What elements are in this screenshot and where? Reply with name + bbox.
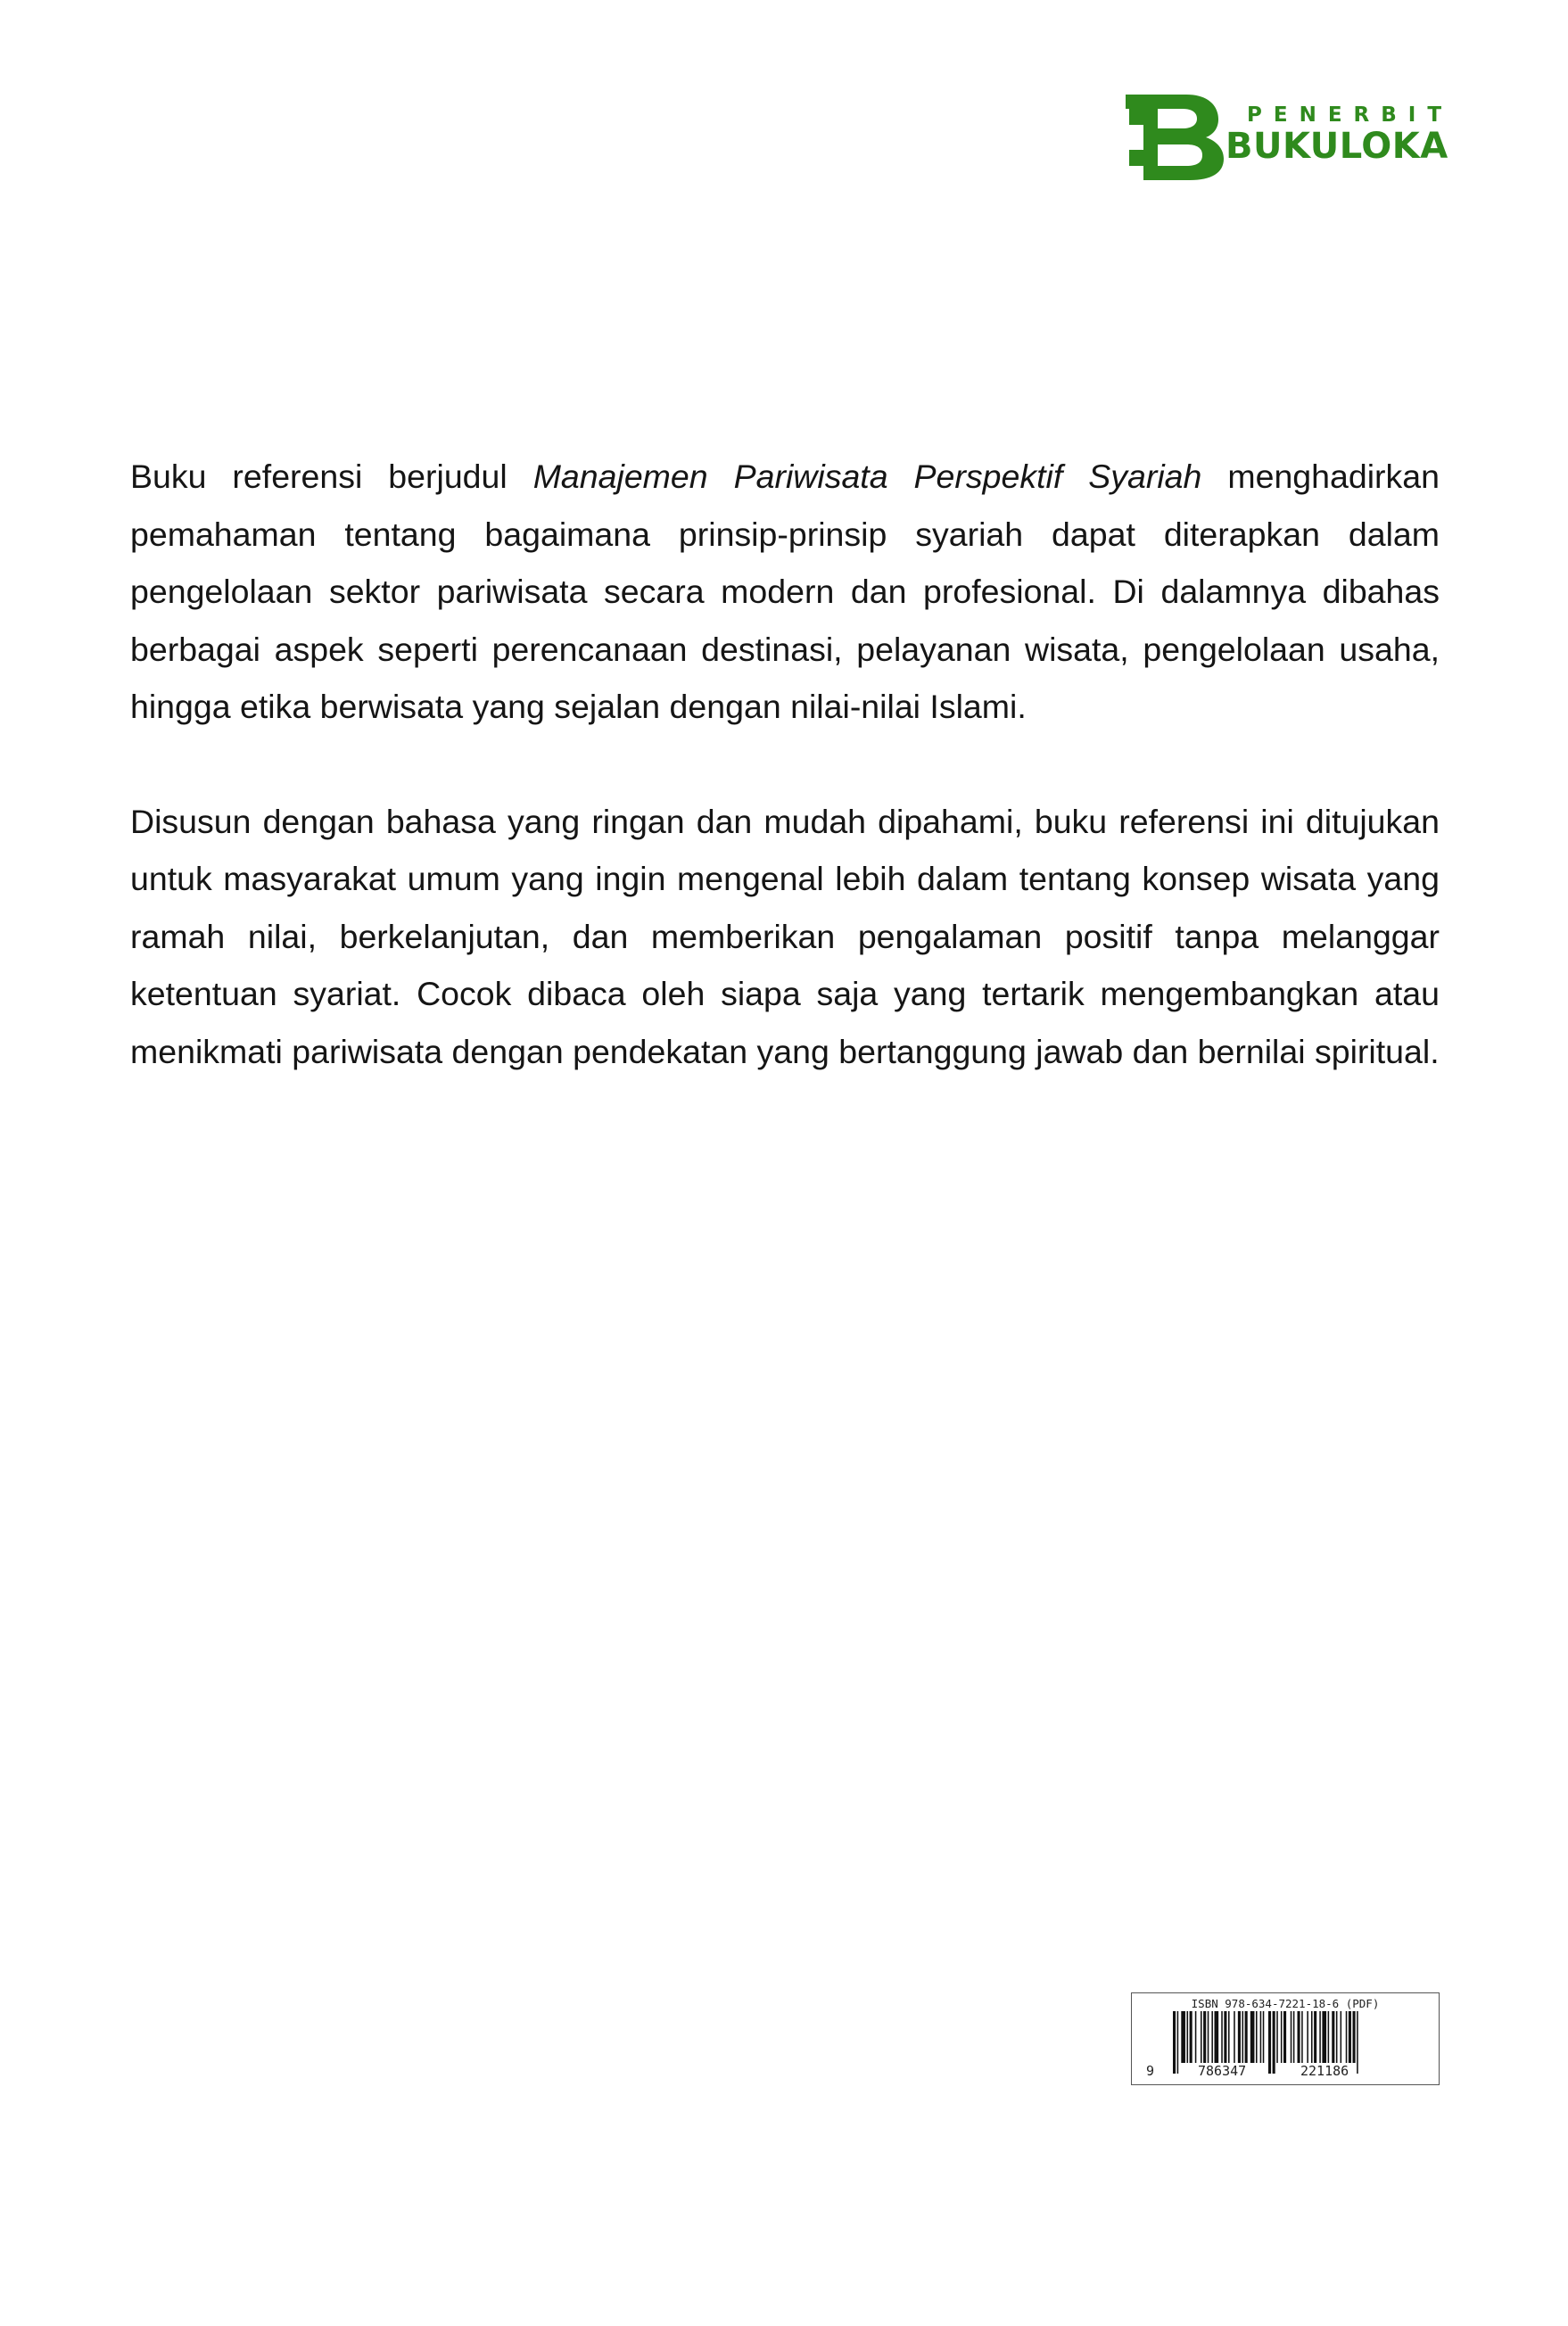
barcode-bar [1268,2011,1271,2074]
barcode-bar [1273,2011,1275,2074]
barcode-bar [1228,2011,1230,2063]
barcode-bar [1341,2011,1342,2063]
barcode-bar [1307,2011,1308,2063]
barcode-bar [1353,2011,1356,2063]
isbn-barcode-block [1131,1992,1440,2085]
barcode-bar [1173,2011,1176,2074]
barcode-bar [1177,2011,1179,2074]
logo-b-mark-icon [1126,95,1226,180]
publisher-logo [1126,95,1454,180]
book-description [130,448,1440,1080]
isbn-digits-left: 786347 [1195,2063,1249,2079]
barcode-bar [1301,2011,1303,2063]
barcode-bar [1293,2011,1295,2063]
isbn-label: ISBN 978-634-7221-18-6 (PDF) [1191,1997,1380,2010]
barcode-bar [1281,2011,1283,2063]
barcode-bar [1234,2011,1235,2063]
barcode-bar [1336,2011,1338,2063]
barcode-bar [1314,2011,1316,2063]
barcode-bar [1238,2011,1241,2063]
barcode-bar [1298,2011,1300,2063]
barcode-bar [1224,2011,1226,2063]
barcode-bar [1319,2011,1321,2063]
barcode-bar [1283,2011,1286,2063]
description-paragraph-1 [130,448,1440,736]
barcode-bar [1322,2011,1326,2063]
description-paragraph-2: Disusun dengan bahasa yang ringan dan mudah dipahami, buku referensi ini ditujukan untuk masyarakat umum yang ingin mengenal lebih dalam tentang konsep wisata yang ramah nilai, berkelanjutan, dan memberikan pengalaman positif tanpa melanggar ketentuan syariat. Cocok dibaca oleh siapa saja yang tertarik mengembangkan atau menikmati pariwisata dengan pendekatan yang bertanggung jawab dan bernilai spiritual. [130,802,1440,1070]
barcode-bar [1215,2011,1219,2063]
book-title: Manajemen Pariwisata Perspektif Syariah [532,458,1202,495]
barcode-bar [1260,2011,1262,2063]
barcode-bar [1328,2011,1330,2063]
paragraph-1-body: menghadirkan pemahaman tentang bagaimana prinsip-prinsip syariah dapat diterapkan dalam pengelolaan sektor pariwisata secara modern dan profesional. Di dalamnya dibahas berbagai aspek seperti perencanaan destinasi, pelayanan wisata, pengelolaan usaha, hingga etika berwisata yang sejalan dengan nilai-nilai Islami. [130,458,1440,725]
paragraph-1-intro: Buku referensi berjudul [130,458,533,495]
barcode-bar [1242,2011,1244,2063]
barcode-bar [1211,2011,1213,2063]
barcode-bar [1250,2011,1255,2063]
barcode-bar [1187,2011,1189,2063]
barcode-bar [1208,2011,1209,2063]
barcode-bar [1201,2011,1202,2063]
barcode-bar [1263,2011,1265,2063]
isbn-digits-right: 221186 [1298,2063,1351,2079]
barcode-bar [1291,2011,1292,2063]
barcode-bar [1245,2011,1248,2063]
barcode-bar [1181,2011,1185,2063]
publisher-label: PENERBIT [1247,103,1454,127]
barcode-bar [1276,2011,1278,2063]
barcode-bar [1195,2011,1197,2063]
barcode-bar [1203,2011,1206,2063]
barcode-bar [1346,2011,1348,2063]
publisher-name: BUKULOKA [1226,126,1448,167]
barcode-bar [1221,2011,1223,2063]
barcode-bar [1349,2011,1351,2063]
barcode-bar [1256,2011,1258,2063]
barcode-bar [1190,2011,1193,2063]
barcode-bar [1332,2011,1334,2063]
isbn-digit-first: 9 [1146,2063,1155,2079]
barcode-bar [1311,2011,1313,2063]
barcode-bar [1357,2011,1358,2074]
